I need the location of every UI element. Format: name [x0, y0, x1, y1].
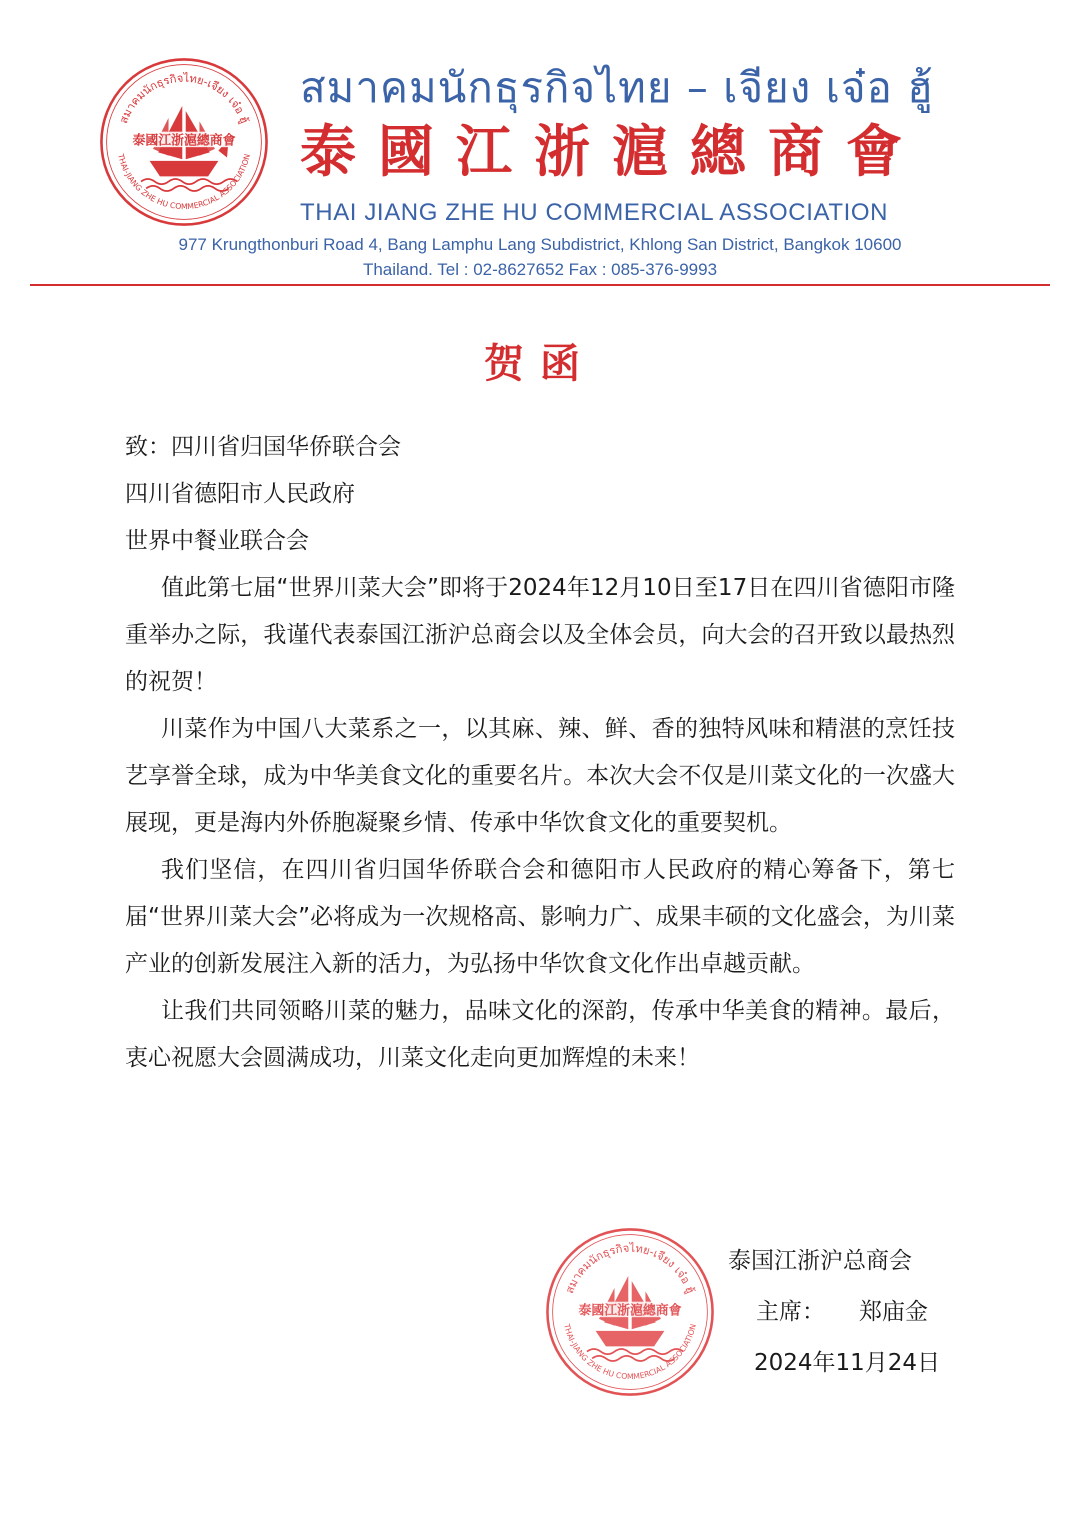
association-logo-seal [98, 56, 270, 228]
stamp-graphic [544, 1226, 716, 1398]
body-paragraph: 川菜作为中国八大菜系之一，以其麻、辣、鲜、香的独特风味和精湛的烹饪技艺享誉全球，成为中华美食文化的重要名片。本次大会不仅是川菜文化的一次盛大展现，更是海内外侨胞凝聚乡情、传承中华饮食文化的重要契机。 [125, 716, 955, 836]
signature-date: 2024年11月24日 [754, 1350, 941, 1376]
body-paragraph: 让我们共同领略川菜的魅力，品味文化的深韵，传承中华美食的精神。最后，衷心祝愿大会圆满成功，川菜文化走向更加辉煌的未来！ [125, 998, 955, 1071]
body-paragraph: 值此第七届“世界川菜大会”即将于2024年12月10日至17日在四川省德阳市隆重举办之际，我谨代表泰国江浙沪总商会以及全体会员，向大会的召开致以最热烈的祝贺！ [125, 575, 955, 695]
body-paragraph: 我们坚信，在四川省归国华侨联合会和德阳市人民政府的精心筹备下，第七届“世界川菜大会”必将成为一次规格高、影响力广、成果丰硕的文化盛会，为川菜产业的创新发展注入新的活力，为弘扬中华饮食文化作出卓越贡献。 [125, 857, 955, 977]
recipient-line: 世界中餐业联合会 [125, 528, 309, 554]
stamp-bottom-text: THAI-JIANG ZHE HU COMMERCIAL ASSOCIATION [562, 1322, 698, 1382]
official-seal-stamp [544, 1226, 716, 1398]
recipient-line: 致：四川省归国华侨联合会 [125, 434, 401, 460]
seal-top-text: สมาคมนักธุรกิจไทย-เจียง เจ๋อ ฮู้ [116, 71, 252, 126]
letter-body [125, 424, 955, 1082]
letter-title: 贺函 [484, 341, 596, 387]
association-address [90, 232, 990, 282]
stamp-middle-text: 泰國江浙滬總商會 [578, 1303, 682, 1319]
header-divider [30, 284, 1050, 286]
signature-chair [700, 1287, 940, 1338]
recipient-line: 四川省德阳市人民政府 [125, 481, 355, 507]
stamp-top-text: สมาคมนักธุรกิจไทย-เจียง เจ๋อ ฮู้ [562, 1241, 698, 1296]
seal-bottom-text: THAI-JIANG ZHE HU COMMERCIAL ASSOCIATION [116, 152, 252, 212]
association-thai-name: สมาคมนักธุรกิจไทย – เจียง เจ๋อ ฮู้ [300, 63, 934, 112]
address-line-1: 977 Krungthonburi Road 4, Bang Lamphu Lang Subdistrict, Khlong San District, Bangkok 10600 [178, 235, 902, 254]
seal-graphic [98, 56, 270, 228]
address-line-2: Thailand. Tel : 02-8627652 Fax : 085-376-9993 [362, 260, 718, 279]
signature-block [700, 1236, 940, 1389]
association-chinese-name: 泰國江浙滬總商會 [300, 120, 924, 185]
signature-chair-title: 主席： [756, 1299, 825, 1325]
seal-middle-text: 泰國江浙滬總商會 [132, 133, 236, 149]
signature-organization: 泰国江浙沪总商会 [728, 1248, 912, 1274]
association-english-name: THAI JIANG ZHE HU COMMERCIAL ASSOCIATION [300, 199, 889, 226]
signature-chair-name: 郑庙金 [859, 1299, 928, 1325]
